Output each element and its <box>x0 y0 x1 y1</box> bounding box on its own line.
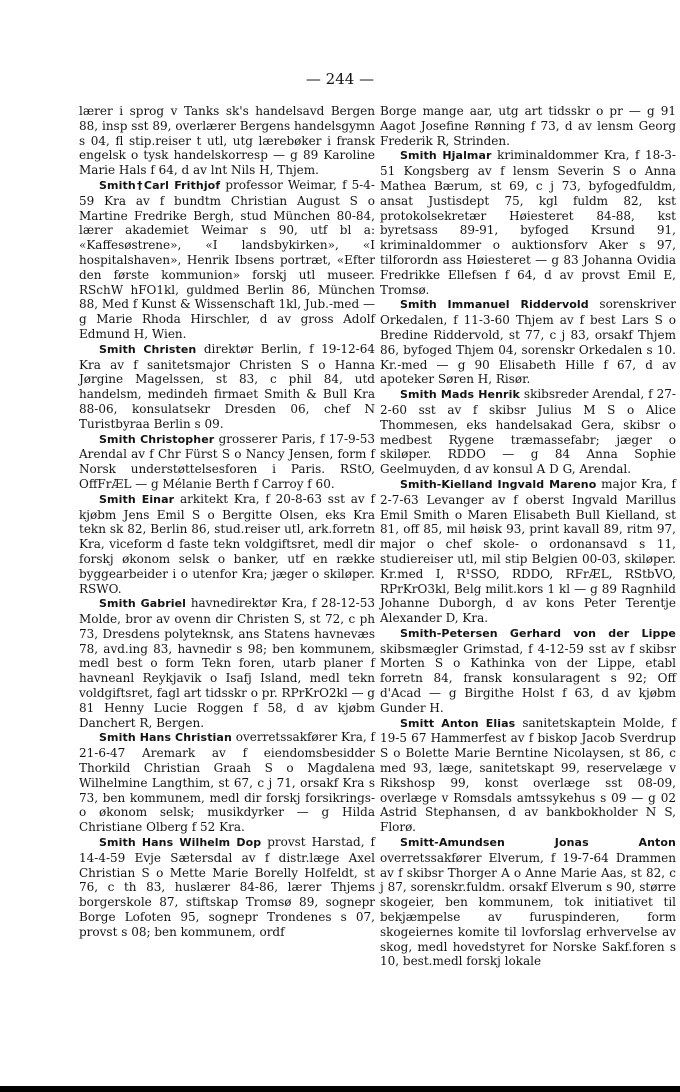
biography-entry <box>79 596 375 730</box>
entry-text: Borge mange aar, utg art tidsskr o pr — g 91 Aagot Josefine Rønning f 73, d av lensm Georg Frederik R, Strinden. <box>380 104 676 148</box>
page-number: — 244 — <box>305 70 375 88</box>
entry-text: grosserer Paris, f 17-9-53 Arendal av f Chr Fürst S o Nancy Jensen, form f Norsk understøttelsesforen i Paris. RStO, OffFrÆL — g Mélanie Berth f Carroy f 60. <box>79 431 375 491</box>
biography-entry <box>79 178 375 342</box>
entry-name: Smith Christen <box>99 342 197 356</box>
entry-text: major Kra, f 2-7-63 Levanger av f oberst Ingvald Marillus Emil Smith o Maren Elisabeth Bull Kielland, st 81, off 85, mil høisk 93, print kavall 89, ritm 97, major o chef skole- o ordonansavd s 11, studiereiser utl, mil stip Belgien 00-03, skiløper. Kr.med I, R¹SSO, RDDO, RFrÆL, RStbVO, RPrKrO3kl, Belg milit.kors 1 kl — g 89 Ragnhild Johanne Duborgh, d av kons Peter Terentje Alexander D, Kra. <box>380 476 676 626</box>
entry-text: professor Weimar, f 5-4-59 Kra av f bundtm Christian August S o Martine Fredrike Bergh, stud München 80-84, lærer akademiet Weimar s 90, utf bl a: «Kaffesøstrene», «I landsbykirken», «I hospitalshaven», Henrik Ibsens portræt, «Efter den første kommunion» forskj utl museer. RSchW hFO1kl, guldmed Berlin 86, München 88, Med f Kunst & Wissenschaft 1kl, Jub.-med — g Marie Rhoda Hirschler, d av gross Adolf Edmund H, Wien. <box>79 177 375 341</box>
biography-entry <box>79 104 375 178</box>
entry-text: overretssakfører Elverum, f 19-7-64 Drammen av f skibsr Thorger A o Anne Marie Aas, st 82, c j 87, sorenskr.fuldm. orsakf Elverum s 90, større skogeier, ben kommunem, tok initiativet til bekjæmpelse av furuspinderen, form skogeiernes komite til lovforslag erhvervelse av skog, medl hovedstyret for Norske Sakf.foren s 10, best.medl forskj lokale <box>380 850 676 969</box>
entry-text: sorenskriver Orkedalen, f 11-3-60 Thjem av f best Lars S o Bredine Riddervold, st 77, c j 83, orsakf Thjem 86, byfoged Thjem 04, sorenskr Orkedalen s 10. Kr.-med — g 90 Elisabeth Hille f 67, d av apoteker Søren H, Risør. <box>380 297 676 387</box>
entry-text: arkitekt Kra, f 20-8-63 sst av f kjøbm Jens Emil S o Bergitte Olsen, eks Kra tekn sk 82, Berlin 86, stud.reiser utl, ark.forretn Kra, viceform d faste tekn voldgiftsret, medl dir forskj økonom selsk o banker, utf en række byggearbeider i o utenfor Kra; jæger o skiløper. RSWO. <box>79 491 375 596</box>
entry-text: provst Harstad, f 14-4-59 Evje Sætersdal av f distr.læge Axel Christian S o Mette Marie Borelly Holfeldt, st 76, c th 83, huslærer 84-86, lærer Thjems borgerskole 87, stiftskap Tromsø 89, sognepr Borge Lofoten 95, sognepr Trondenes s 07, provst s 08; ben kommunem, ordf <box>79 835 375 939</box>
biography-entry <box>79 835 375 940</box>
biography-entry <box>380 626 676 716</box>
entry-name: Smith Einar <box>99 492 175 506</box>
entry-name: Smitt-Amundsen Jonas Anton <box>400 836 676 850</box>
entry-name: Smitt Anton Elias <box>400 716 516 730</box>
entry-text: lærer i sprog v Tanks sk's handelsavd Bergen 88, insp sst 89, overlærer Bergens handelsgymn s 04, fl stip.reiser t utl, utg lærebøker i fransk engelsk o tysk handelskorresp — g 89 Karoline Marie Hals f 64, d av lnt Nils H, Thjem. <box>79 104 375 178</box>
entry-name: Smith Immanuel Riddervold <box>400 298 589 312</box>
biography-entry <box>380 297 676 387</box>
biography-entry <box>79 730 375 835</box>
entry-text: kriminaldommer Kra, f 18-3-51 Kongsberg av f lensm Severin S o Anna Mathea Bærum, st 69, c j 73, byfogedfuldm, ansat Justisdept 75, kgl fuldm 82, kst protokolsekretær Høiesteret 84-88, kst byretsass 89-91, byfoged Krsund 91, kriminaldommer o auktionsforv Aker s 97, tilforordn ass Høiesteret — g 83 Johanna Ovidia Fredrikke Ellefsen f 64, d av provst Emil E, Tromsø. <box>380 148 676 297</box>
left-column <box>79 104 375 940</box>
entry-name: Smith-Kielland Ingvald Mareno <box>400 477 597 491</box>
right-column <box>380 104 676 969</box>
page-bottom-edge <box>0 1086 680 1092</box>
biography-entry <box>79 492 375 597</box>
biography-entry <box>79 432 375 492</box>
biography-entry <box>380 104 676 148</box>
entry-text: sanitetskaptein Molde, f 19-5 67 Hammerfest av f biskop Jacob Sverdrup S o Bolette Marie Berntine Nicolaysen, st 86, c med 93, læge, sanitetskapt 99, reservelæge v Rikshosp 99, konst overlæge sst 08-09, overlæge v Romsdals amtssykehus s 09 — g 02 Astrid Stephansen, d av bankbokholder N S, Florø. <box>380 715 676 835</box>
entry-text: direktør Berlin, f 19-12-64 Kra av f sanitetsmajor Christen S o Hanna Jørgine Magelssen, st 83, c phil 84, utd handelsm, medindeh firmaet Smith & Bull Kra 88-06, konsulatsekr Dresden 06, chef N Turistbyraa Berlin s 09. <box>79 341 375 431</box>
entry-text: overretssakfører Kra, f 21-6-47 Aremark av f eiendomsbesidder Thorkild Christian Graah S o Magdalena Wilhelmine Langthim, st 67, c j 71, orsakf Kra s 73, ben kommunem, medl dir forskj forsikrings- o økonom selsk; musikdyrker — g Hilda Christiane Olberg f 52 Kra. <box>79 730 375 835</box>
entry-name: Smith Gabriel <box>99 597 187 611</box>
entry-name: Smith Hans Christian <box>99 731 232 745</box>
biography-entry <box>380 387 676 477</box>
entry-text: skibsreder Arendal, f 27-2-60 sst av f skibsr Julius M S o Alice Thommesen, eks handelsakad Gera, skibsr o medbest Rygene træmassefabr; jæger o skiløper. RDDO — g 84 Anna Sophie Geelmuyden, d av konsul A D G, Arendal. <box>380 387 676 477</box>
entry-name: Smith-Petersen Gerhard von der Lippe <box>400 626 676 640</box>
entry-name: Smith Hans Wilhelm Dop <box>99 836 262 850</box>
biography-entry <box>79 342 375 432</box>
entry-text: skibsmægler Grimstad, f 4-12-59 sst av f skibsr Morten S o Kathinka von der Lippe, etabl forretn 84, fransk konsularagent s 92; Off d'Acad — g Birgithe Holst f 63, d av kjøbm Gunder H. <box>380 641 676 715</box>
entry-text: havnedirektør Kra, f 28-12-53 Molde, bror av ovenn dir Christen S, st 72, c ph 73, Dresdens polyteknsk, ans Statens havnevæs 78, avd.ing 83, havnedir s 98; ben kommunem, medl best o form Tekn foren, utarb planer f havneanl Reykjavik o Isafj Island, medl tekn voldgiftsret, fagl art tidsskr o pr. RPrKrO2kl — g 81 Henny Lucie Roggen f 58, d av kjøbm Danchert R, Bergen. <box>79 596 375 730</box>
entry-name: Smith Mads Henrik <box>400 388 520 402</box>
entry-name: Smith Christopher <box>99 432 215 446</box>
entry-name: Smith†Carl Frithjof <box>99 178 221 192</box>
biography-entry <box>380 835 676 969</box>
biography-entry <box>380 148 676 297</box>
entry-name: Smith Hjalmar <box>400 149 492 163</box>
biography-entry <box>380 716 676 835</box>
biography-entry <box>380 477 676 626</box>
